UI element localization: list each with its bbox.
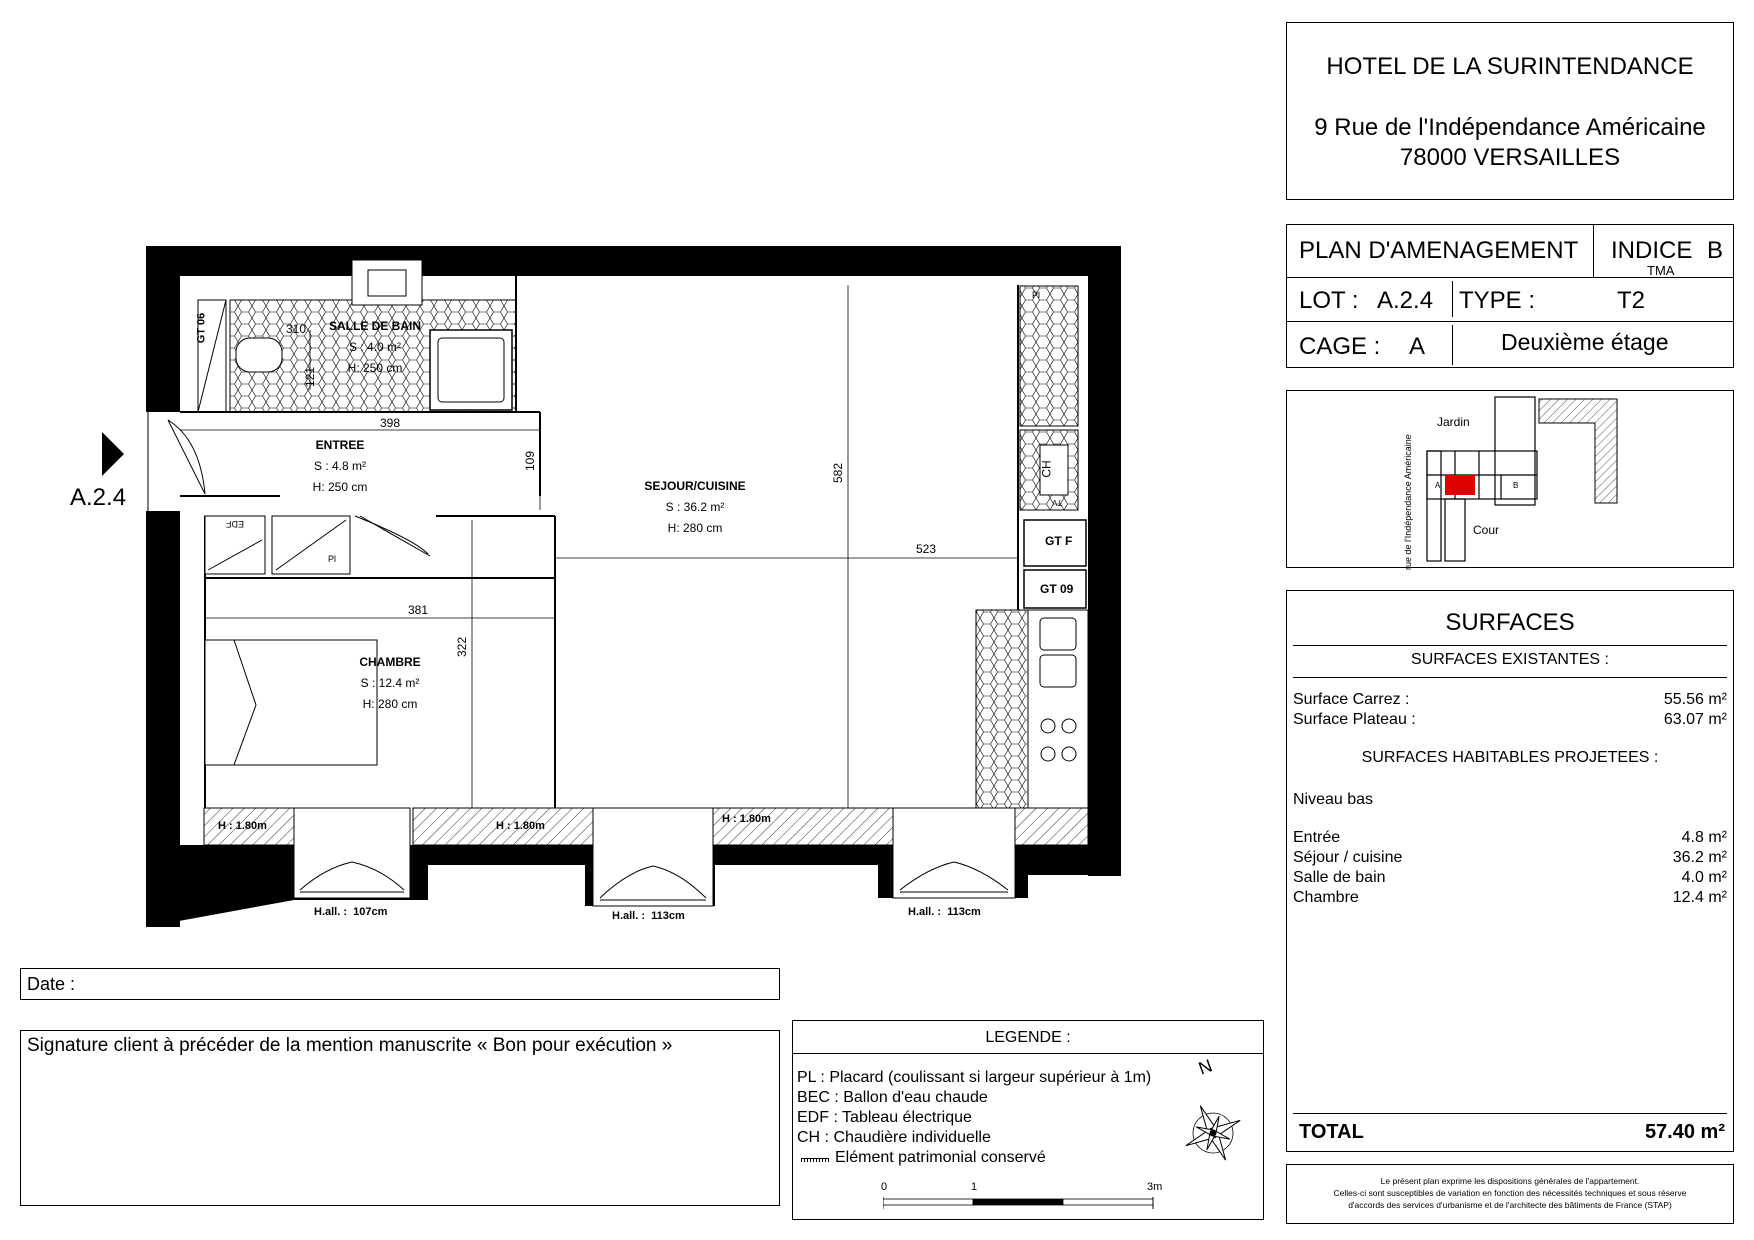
tag-gt06: GT 06 [195,312,208,344]
legend-item-heritage [797,1149,1151,1169]
surfaces-title: SURFACES [1445,609,1575,636]
room-entry [280,435,400,498]
surface-plateau-value: 63.07 m² [1663,711,1727,728]
room-living-surface: S : 36.2 m² [665,500,725,514]
signature-field[interactable] [20,1030,780,1206]
legend-item: BEC : Ballon d'eau chaude [797,1089,988,1106]
cage-value: A [1409,333,1426,360]
surface-carrez-label: Surface Carrez : [1293,691,1410,708]
building-name: HOTEL DE LA SURINTENDANCE [1326,53,1694,80]
scale-label-3m: 3m [1147,1181,1163,1193]
surface-carrez-value: 55.56 m² [1663,691,1727,708]
map-street: rue de l'Indépendance Américaine [1403,434,1413,570]
scale-label-0: 0 [881,1181,888,1193]
room-bathroom-name: SALLE DE BAIN [328,319,421,333]
room-bathroom-surface: S : 4.0 m² [348,340,401,354]
map-cour: Cour [1473,523,1500,537]
legend-block [792,1020,1264,1220]
location-map [1286,390,1734,568]
tag-gtf: GT F [1045,534,1073,548]
map-mark-a: A [1435,481,1441,490]
tag-tv: TV [1052,498,1063,507]
date-label: Date : [27,974,76,994]
type-value: T2 [1617,287,1646,314]
sill-height-2: H : 1.80m [496,820,545,832]
scale-bar [883,1197,1163,1213]
room-surface-label: Séjour / cuisine [1293,849,1403,866]
unit-marker-arrow [102,432,124,476]
room-surface-value: 4.0 m² [1681,869,1727,886]
room-surface-label: Chambre [1293,889,1359,906]
room-surface-value: 4.8 m² [1681,829,1727,846]
room-surface-row [1293,829,1727,849]
total-value: 57.40 m² [1644,1121,1725,1143]
dim-523: 523 [916,542,937,556]
surface-plateau-row [1293,711,1727,731]
room-bathroom-height: H: 250 cm [347,361,403,375]
plan-info-block [1286,224,1734,368]
closet-right-tiles [1020,286,1078,426]
legend-title: LEGENDE : [985,1029,1071,1046]
room-bedroom [330,652,450,715]
surfaces-block [1286,590,1734,1152]
room-bedroom-surface: S : 12.4 m² [360,676,420,690]
legend-item: PL : Placard (coulissant si largeur supérieur à 1m) [797,1069,1152,1086]
room-bathroom [305,316,445,379]
tag-pl-2: Pl [328,554,337,564]
room-bedroom-name: CHAMBRE [359,655,421,669]
sill-height-3: H : 1.80m [722,813,771,825]
room-surface-value: 12.4 m² [1672,889,1727,906]
dim-582: 582 [831,462,846,484]
dim-381: 381 [408,603,429,617]
surfaces-existing-title: SURFACES EXISTANTES : [1411,651,1609,668]
type-label: TYPE : [1459,287,1536,314]
parapet-4 [1012,808,1088,845]
windows [294,808,1015,906]
room-surface-row [1293,889,1727,909]
dim-310: 310 [286,322,307,336]
room-entry-height: H: 250 cm [312,480,368,494]
map-jardin: Jardin [1437,415,1470,429]
lot-value: A.2.4 [1377,287,1434,314]
window-height-1: H.all. : 107cm [314,906,388,918]
plan-title: PLAN D'AMENAGEMENT [1299,237,1579,264]
tag-gt09: GT 09 [1040,582,1074,596]
room-living-height: H: 280 cm [667,521,723,535]
room-surface-row [1293,869,1727,889]
surface-plateau-label: Surface Plateau : [1293,711,1416,728]
dim-398: 398 [380,416,401,430]
scale-label-1: 1 [971,1181,978,1193]
disclaimer-line-2: Celles-ci sont susceptibles de variation en fonction des nécessités techniques et sous réserve [1333,1188,1687,1198]
indice-label: INDICE [1611,237,1693,264]
signature-label: Signature client à précéder de la mention manuscrite « Bon pour exécution » [27,1035,673,1056]
compass-rose-icon [1173,1081,1253,1171]
surfaces-projected-title: SURFACES HABITABLES PROJETEES : [1361,749,1659,766]
tag-pl-1: Pl [1032,290,1041,300]
disclaimer-block [1286,1164,1734,1224]
window-height-2: H.all. : 113cm [612,910,685,922]
title-block [1286,22,1734,200]
legend-item: EDF : Tableau électrique [797,1109,972,1126]
unit-marker-label: A.2.4 [70,484,127,511]
tag-ch: CH [1039,460,1054,478]
kitchen-tiles [976,610,1028,808]
map-mark-b: B [1513,481,1519,490]
total-label: TOTAL [1299,1121,1364,1143]
dim-322: 322 [455,636,470,658]
room-surface-row [1293,849,1727,869]
dim-121: 121 [303,366,318,388]
room-surface-label: Salle de bain [1293,869,1386,886]
date-field[interactable] [20,968,780,1000]
building-address-2: 78000 VERSAILLES [1399,144,1621,171]
room-surface-label: Entrée [1293,829,1341,846]
room-entry-surface: S : 4.8 m² [313,459,366,473]
legend-item-heritage-text: Elément patrimonial conservé [835,1149,1046,1166]
sill-height-1: H : 1.80m [218,820,267,832]
dim-109: 109 [523,450,538,472]
surface-carrez-row [1293,691,1727,711]
tag-edf: EDF [226,519,244,529]
floor-plan [0,0,1140,940]
toilet [236,338,282,372]
legend-item: CH : Chaudière individuelle [797,1129,991,1146]
floor-label: Deuxième étage [1501,329,1669,355]
room-living-name: SEJOUR/CUISINE [644,479,746,493]
lot-label: LOT : [1299,287,1359,314]
room-entry-name: ENTREE [315,438,365,452]
indice-value: B [1707,237,1724,264]
heritage-symbol-icon [801,1158,829,1162]
window-height-3: H.all. : 113cm [908,906,981,918]
disclaimer-line-3: d'accords des services d'urbanisme et de l'architecte des bâtiments de France (STAP) [1348,1200,1672,1210]
compass-north-label: N [1195,1055,1215,1079]
cage-label: CAGE : [1299,333,1381,360]
surfaces-level: Niveau bas [1293,791,1374,808]
disclaimer-line-1: Le présent plan exprime les dispositions générales de l'appartement. [1380,1176,1640,1186]
unit-location-highlight [1445,475,1475,495]
room-bedroom-height: H: 280 cm [362,697,418,711]
indice-sub: TMA [1647,263,1675,278]
building-address-1: 9 Rue de l'Indépendance Américaine [1314,114,1706,141]
room-surface-value: 36.2 m² [1672,849,1727,866]
room-living [630,476,760,539]
